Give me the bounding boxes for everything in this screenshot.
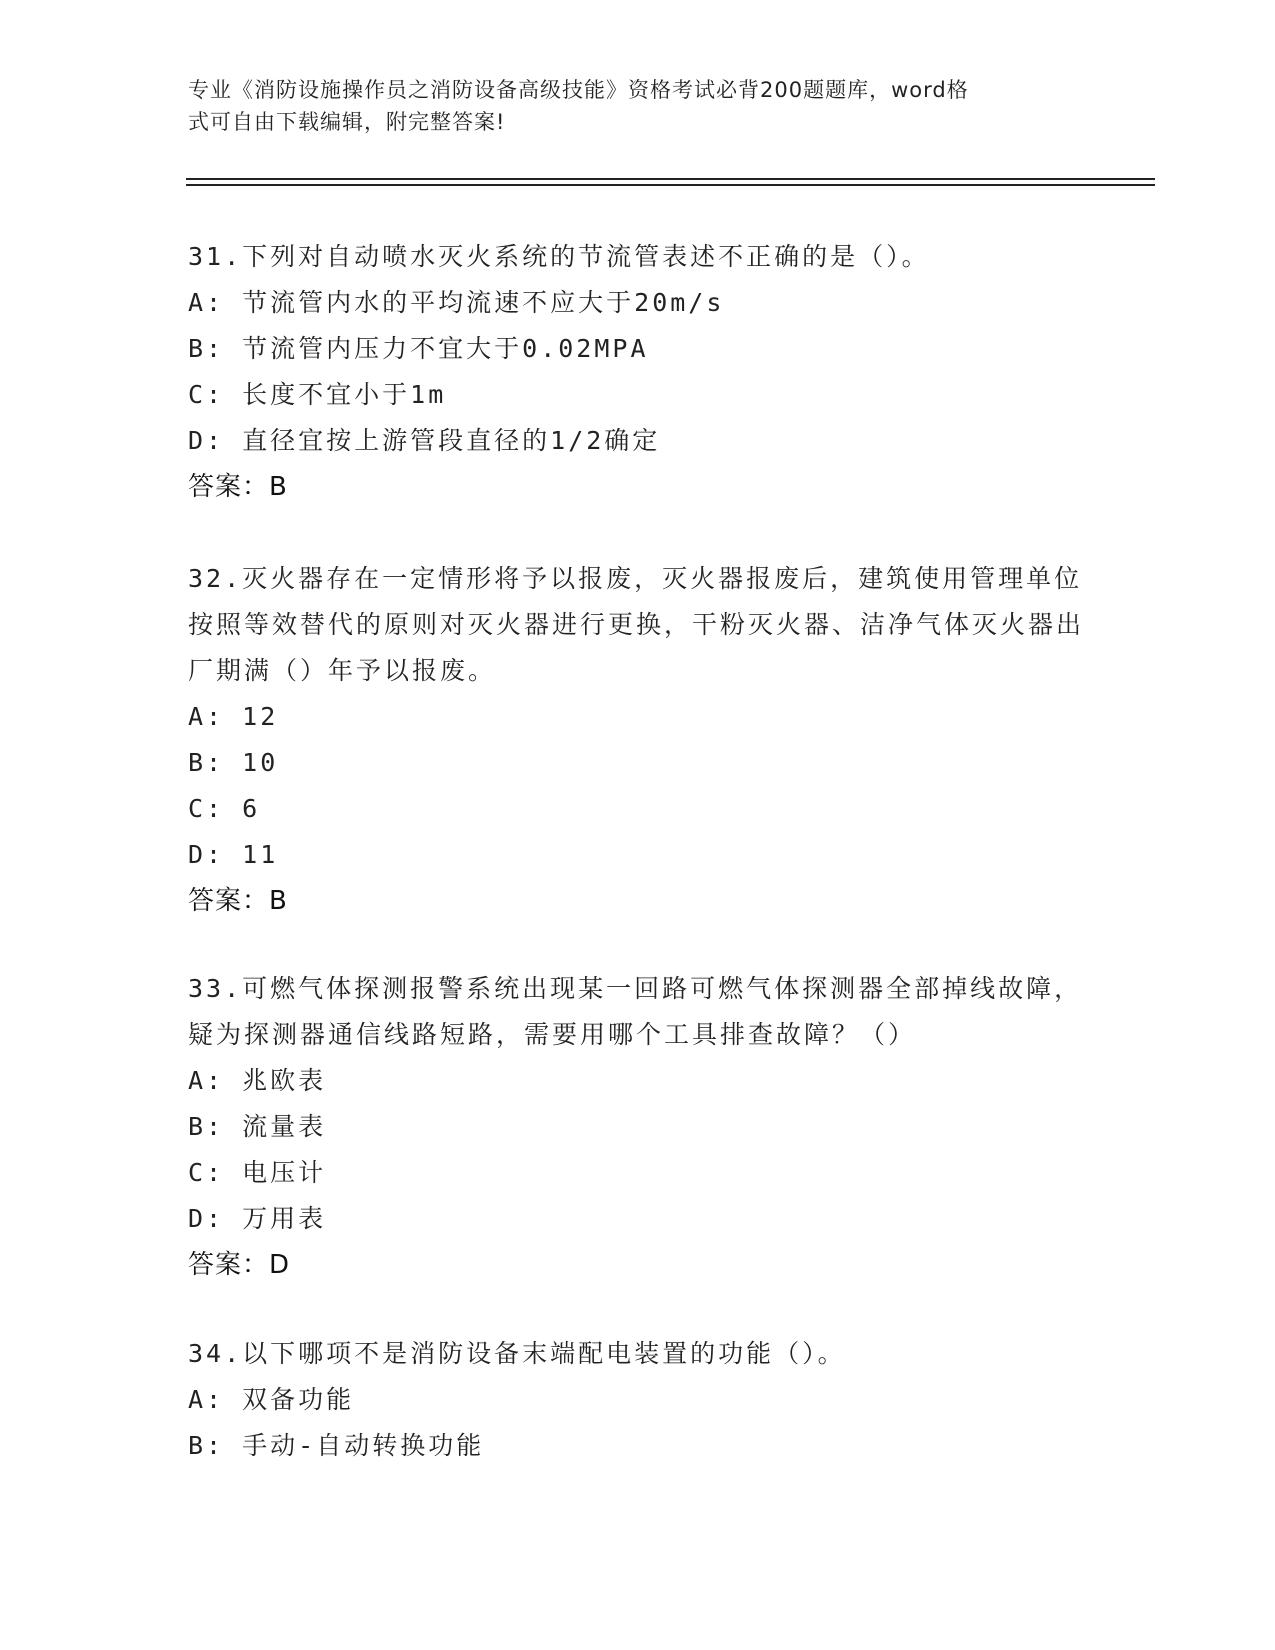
option-a: A: 节流管内水的平均流速不应大于20m/s <box>188 288 725 317</box>
header-title-line-2: 式可自由下载编辑，附完整答案! <box>188 110 506 134</box>
option-d: D: 万用表 <box>188 1204 327 1233</box>
answer-line: 答案：B <box>188 886 288 916</box>
question-stem: 34.以下哪项不是消防设备末端配电装置的功能（）。 <box>188 1339 846 1368</box>
question-33 <box>188 966 1088 1288</box>
answer-line: 答案：D <box>188 1250 291 1280</box>
option-b: B: 流量表 <box>188 1112 327 1141</box>
answer-line: 答案：B <box>188 472 288 502</box>
option-a: A: 兆欧表 <box>188 1066 327 1095</box>
header-divider-bottom <box>186 184 1155 186</box>
option-d: D: 11 <box>188 840 279 869</box>
option-c: C: 长度不宜小于1m <box>188 380 447 409</box>
option-a: A: 12 <box>188 702 279 731</box>
header-divider-top <box>186 178 1155 180</box>
option-b: B: 10 <box>188 748 279 777</box>
question-stem: 31.下列对自动喷水灭火系统的节流管表述不正确的是（）。 <box>188 242 930 271</box>
question-31 <box>188 234 1088 510</box>
option-d: D: 直径宜按上游管段直径的1/2确定 <box>188 426 661 455</box>
question-stem: 32.灭火器存在一定情形将予以报废，灭火器报废后，建筑使用管理单位按照等效替代的原则对灭火器进行更换，干粉灭火器、洁净气体灭火器出厂期满（）年予以报废。 <box>188 564 1085 685</box>
question-34 <box>188 1331 1088 1469</box>
header-title-line-1: 专业《消防设施操作员之消防设备高级技能》资格考试必背200题题库，word格 <box>188 78 969 102</box>
document-header <box>188 74 1068 138</box>
option-c: C: 电压计 <box>188 1158 327 1187</box>
option-b: B: 节流管内压力不宜大于0.02MPA <box>188 334 649 363</box>
question-32 <box>188 556 1088 924</box>
option-c: C: 6 <box>188 794 261 823</box>
option-b: B: 手动-自动转换功能 <box>188 1431 485 1460</box>
question-stem: 33.可燃气体探测报警系统出现某一回路可燃气体探测器全部掉线故障，疑为探测器通信线路短路，需要用哪个工具排查故障？（） <box>188 974 1083 1049</box>
option-a: A: 双备功能 <box>188 1385 355 1414</box>
